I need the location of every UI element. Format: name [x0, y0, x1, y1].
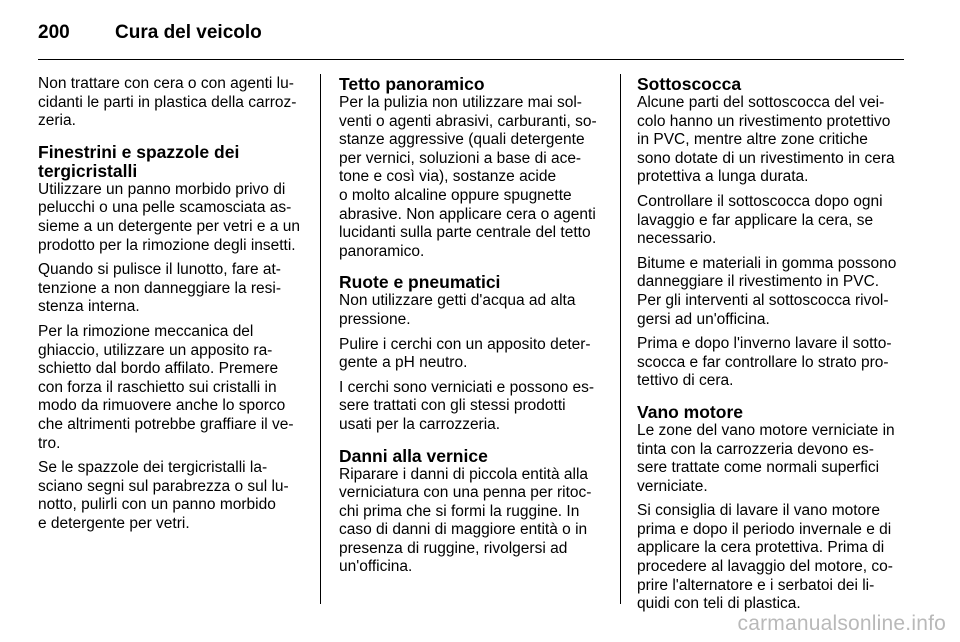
paragraph: Per la pulizia non utilizzare mai sol- venti o agenti abrasivi, carburanti, so- stanze aggressive (quali detergente per vernici, soluzioni a base di ace- tone e così via), sostanze acide o molto alcaline oppure spugnette abrasive. Non applicare cera o agenti lucidanti sulla parte centrale del tetto panoramico. — [339, 94, 597, 260]
section-panoramic-roof — [339, 75, 604, 261]
section-heading: Sottoscocca — [637, 74, 742, 94]
paragraph: Per la rimozione meccanica del ghiaccio, utilizzare un apposito ra- schietto dal bordo affilato. Premere con forza il raschietto sui cristalli in modo da rimuovere anche lo sporco che altrimenti potrebbe graffiare il ve- tro. — [38, 322, 294, 452]
paragraph: Le zone del vano motore verniciate in tinta con la carrozzeria devono es- sere trattate come normali superfici verniciate. — [637, 421, 895, 495]
paragraph: Riparare i danni di piccola entità alla verniciatura con una penna per ritoc- chi prima che si formi la ruggine. In caso di danni di maggiore entità o in presenza di ruggine, rivolgersi ad un'officina. — [339, 465, 592, 576]
paragraph: Alcune parti del sottoscocca del vei- colo hanno un rivestimento protettivo in PVC, mentre altre zone critiche sono dotate di un rivestimento in cera protettiva a lunga durata. — [637, 94, 895, 186]
paragraph: Bitume e materiali in gomma possono danneggiare il rivestimento in PVC. Per gli interventi al sottoscocca rivol- gersi ad un'officina. — [637, 254, 897, 328]
section-windows-wipers — [38, 143, 303, 534]
column-2 — [339, 75, 604, 589]
paragraph: Controllare il sottoscocca dopo ogni lavaggio e far applicare la cera, se necessario. — [637, 192, 883, 248]
paragraph: Non utilizzare getti d'acqua ad alta pressione. — [339, 292, 576, 328]
page-header — [38, 18, 262, 48]
column-3 — [637, 75, 902, 626]
header-rule — [38, 59, 904, 60]
paragraph: Se le spazzole dei tergicristalli la- sciano segni sul parabrezza o sul lu- notto, pulirli con un panno morbido e detergente per vetri. — [38, 459, 289, 532]
section-heading: Danni alla vernice — [339, 445, 488, 466]
section-wheels-tyres — [339, 273, 604, 434]
paragraph: Utilizzare un panno morbido privo di pelucchi o una pelle scamosciata as- sieme a un detergente per vetri e a un prodotto per la rimozione degli insetti. — [38, 180, 300, 254]
paragraph: Si consiglia di lavare il vano motore prima e dopo il periodo invernale e di applicare la cera protettiva. Prima di procedere al lavaggio del motore, co- prire l'alternatore e i serbatoi dei li- quidi con teli di plastica. — [637, 502, 893, 613]
section-heading: Finestrini e spazzole dei tergicristalli — [38, 141, 240, 181]
page-number: 200 — [38, 22, 70, 43]
section-heading: Vano motore — [637, 401, 743, 422]
column-divider — [320, 74, 321, 604]
column-1 — [38, 75, 303, 545]
paragraph: Pulire i cerchi con un apposito deter- gente a pH neutro. — [339, 335, 591, 372]
intro-paragraph: Non trattare con cera o con agenti lu- cidanti le parti in plastica della carroz- zeria. — [38, 75, 297, 130]
section-heading: Tetto panoramico — [339, 74, 485, 94]
section-engine-compartment — [637, 403, 902, 614]
watermark: carmanualsonline.info — [737, 612, 946, 635]
paragraph: Prima e dopo l'inverno lavare il sotto- scocca e far controllare lo strato pro- tettivo di cera. — [637, 335, 892, 390]
section-underbody — [637, 75, 902, 391]
paragraph: Quando si pulisce il lunotto, fare at- tenzione a non danneggiare la resi- stenza interna. — [38, 261, 282, 316]
section-paint-damage — [339, 447, 604, 578]
paragraph: I cerchi sono verniciati e possono es- sere trattati con gli stessi prodotti usati per la carrozzeria. — [339, 378, 595, 433]
chapter-title: Cura del veicolo — [115, 22, 262, 43]
section-heading: Ruote e pneumatici — [339, 272, 501, 293]
column-divider — [620, 74, 621, 604]
